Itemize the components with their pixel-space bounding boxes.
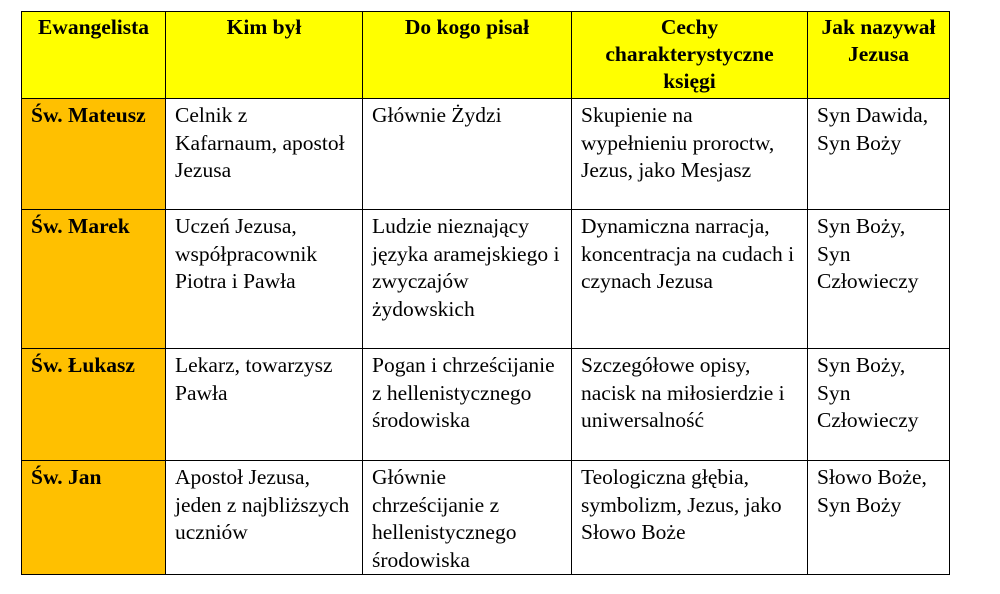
header-do-kogo-pisal: Do kogo pisał bbox=[363, 12, 572, 99]
who-was-text: Apostoł Jezusa, jeden z najbliższych uczniów bbox=[175, 465, 350, 544]
evangelist-name-cell bbox=[22, 349, 166, 461]
features-cell bbox=[572, 461, 808, 575]
evangelist-name-cell bbox=[22, 99, 166, 210]
table-row bbox=[22, 210, 950, 349]
titles-cell bbox=[808, 461, 950, 575]
evangelist-name: Św. Marek bbox=[31, 214, 130, 238]
evangelists-table bbox=[21, 11, 950, 575]
table-header-row bbox=[22, 12, 950, 99]
evangelist-name: Św. Mateusz bbox=[31, 103, 146, 127]
header-jak-nazywal: Jak nazywał Jezusa bbox=[808, 12, 950, 99]
titles-text: Słowo Boże, Syn Boży bbox=[817, 465, 927, 517]
titles-text: Syn Dawida, Syn Boży bbox=[817, 103, 929, 155]
titles-cell bbox=[808, 349, 950, 461]
audience-cell bbox=[363, 210, 572, 349]
titles-text: Syn Boży, Syn Człowieczy bbox=[817, 353, 919, 432]
titles-cell bbox=[808, 210, 950, 349]
features-text: Szczegółowe opisy, nacisk na miłosierdzie i uniwersalność bbox=[581, 353, 785, 432]
table-row bbox=[22, 99, 950, 210]
table-row bbox=[22, 349, 950, 461]
audience-text: Głównie Żydzi bbox=[372, 103, 502, 127]
header-kim-byl: Kim był bbox=[166, 12, 363, 99]
header-ewangelista: Ewangelista bbox=[22, 12, 166, 99]
features-text: Teologiczna głębia, symbolizm, Jezus, jako Słowo Boże bbox=[581, 465, 782, 544]
evangelist-name: Św. Jan bbox=[31, 465, 102, 489]
who-was-cell bbox=[166, 99, 363, 210]
features-cell bbox=[572, 349, 808, 461]
who-was-cell bbox=[166, 461, 363, 575]
features-text: Dynamiczna narracja, koncentracja na cudach i czynach Jezusa bbox=[581, 214, 795, 293]
who-was-text: Celnik z Kafarnaum, apostoł Jezusa bbox=[175, 103, 345, 182]
evangelist-name-cell bbox=[22, 461, 166, 575]
audience-cell bbox=[363, 99, 572, 210]
titles-text: Syn Boży, Syn Człowieczy bbox=[817, 214, 919, 293]
audience-text: Ludzie nieznający języka aramejskiego i zwyczajów żydowskich bbox=[372, 214, 560, 321]
who-was-text: Uczeń Jezusa, współpracownik Piotra i Pawła bbox=[175, 214, 318, 293]
features-text: Skupienie na wypełnieniu proroctw, Jezus, jako Mesjasz bbox=[581, 103, 775, 182]
evangelist-name: Św. Łukasz bbox=[31, 353, 135, 377]
audience-text: Pogan i chrześcijanie z hellenistycznego środowiska bbox=[372, 353, 555, 432]
audience-text: Głównie chrześcijanie z hellenistycznego środowiska bbox=[372, 465, 517, 572]
who-was-text: Lekarz, towarzysz Pawła bbox=[175, 353, 333, 405]
audience-cell bbox=[363, 461, 572, 575]
features-cell bbox=[572, 99, 808, 210]
evangelist-name-cell bbox=[22, 210, 166, 349]
who-was-cell bbox=[166, 349, 363, 461]
header-cechy: Cechy charakterystyczne księgi bbox=[572, 12, 808, 99]
who-was-cell bbox=[166, 210, 363, 349]
audience-cell bbox=[363, 349, 572, 461]
table-row bbox=[22, 461, 950, 575]
titles-cell bbox=[808, 99, 950, 210]
features-cell bbox=[572, 210, 808, 349]
